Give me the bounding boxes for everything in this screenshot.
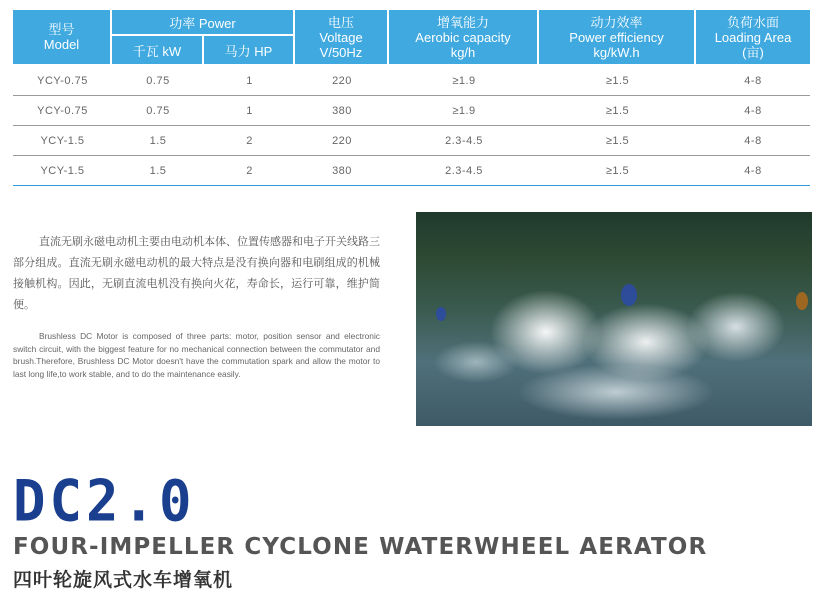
header-aerobic-unit: kg/h <box>450 44 476 60</box>
header-loading-en: Loading Area <box>714 29 792 45</box>
description-cn: 直流无刷永磁电动机主要由电动机本体、位置传感器和电子开关线路三部分组成。直流无刷永磁电动机的最大特点是没有换向器和电刷组成的机械接触机构。因此，无刷直流电机没有换向火花，寿命长，运行可靠，维护简便。 <box>13 236 380 311</box>
header-aerobic-cn: 增氧能力 <box>436 14 489 30</box>
impeller-icon <box>621 284 637 306</box>
table-body <box>13 66 810 186</box>
cell-aerobic: 2.3-4.5 <box>445 164 483 177</box>
cell-model: YCY-1.5 <box>40 164 85 177</box>
header-efficiency-cn: 动力效率 <box>590 14 643 30</box>
header-efficiency-en: Power efficiency <box>569 29 664 45</box>
header-model-cn: 型号 <box>48 22 75 37</box>
header-aerobic-en: Aerobic capacity <box>415 29 511 45</box>
header-kw: 千瓦 kW <box>112 36 204 64</box>
cell-area: 4-8 <box>744 164 762 177</box>
cell-area: 4-8 <box>744 104 762 117</box>
cell-voltage: 220 <box>332 134 352 147</box>
table-row <box>13 96 810 126</box>
header-loading <box>696 10 810 64</box>
table-row <box>13 156 810 186</box>
header-aerobic <box>389 10 539 64</box>
cell-model: YCY-0.75 <box>37 104 88 117</box>
impeller-icon <box>436 307 446 321</box>
cell-efficiency: ≥1.5 <box>605 164 630 177</box>
header-power <box>112 10 295 64</box>
header-power-label: 功率 Power <box>112 10 293 36</box>
cell-area: 4-8 <box>744 74 762 87</box>
product-model-title: DC2.0 <box>13 467 196 535</box>
header-model <box>13 10 112 64</box>
header-voltage <box>295 10 389 64</box>
cell-kw: 0.75 <box>146 104 170 117</box>
cell-hp: 1 <box>246 74 253 87</box>
header-loading-unit: (亩) <box>742 44 764 60</box>
cell-kw: 1.5 <box>149 134 167 147</box>
spec-table <box>13 10 810 186</box>
cell-area: 4-8 <box>744 134 762 147</box>
description-en: Brushless DC Motor is composed of three parts: motor, position sensor and electronic switch circuit, with the biggest feature for no mechanical connection between the commutator and brush.Therefore, Brushless DC Motor doesn't have the commutation spark and allow the motor to last long life,to work stable, and to do the maintenance easily. <box>13 331 380 379</box>
cell-voltage: 220 <box>332 74 352 87</box>
cell-hp: 1 <box>246 104 253 117</box>
product-name-en: FOUR-IMPELLER CYCLONE WATERWHEEL AERATOR <box>13 534 708 560</box>
table-row <box>13 66 810 96</box>
cell-efficiency: ≥1.5 <box>605 134 630 147</box>
cell-efficiency: ≥1.5 <box>605 104 630 117</box>
header-hp: 马力 HP <box>204 36 295 64</box>
table-row <box>13 126 810 156</box>
cell-kw: 1.5 <box>149 164 167 177</box>
aerator-photo <box>416 212 812 426</box>
cell-aerobic: ≥1.9 <box>452 104 476 117</box>
table-header <box>13 10 810 64</box>
header-model-en: Model <box>43 37 80 52</box>
cell-voltage: 380 <box>332 104 352 117</box>
header-efficiency <box>539 10 696 64</box>
impeller-icon <box>796 292 808 310</box>
cell-model: YCY-0.75 <box>37 74 88 87</box>
cell-efficiency: ≥1.5 <box>605 74 630 87</box>
cell-hp: 2 <box>246 164 253 177</box>
header-efficiency-unit: kg/kW.h <box>593 44 640 60</box>
header-voltage-unit: V/50Hz <box>319 44 363 60</box>
header-voltage-en: Voltage <box>319 29 363 45</box>
header-loading-cn: 负荷水面 <box>726 14 779 30</box>
cell-model: YCY-1.5 <box>40 134 85 147</box>
cell-kw: 0.75 <box>146 74 170 87</box>
cell-voltage: 380 <box>332 164 352 177</box>
cell-hp: 2 <box>246 134 253 147</box>
cell-aerobic: 2.3-4.5 <box>445 134 483 147</box>
product-name-cn: 四叶轮旋风式水车增氧机 <box>13 569 234 591</box>
header-voltage-cn: 电压 <box>327 14 354 30</box>
cell-aerobic: ≥1.9 <box>452 74 476 87</box>
